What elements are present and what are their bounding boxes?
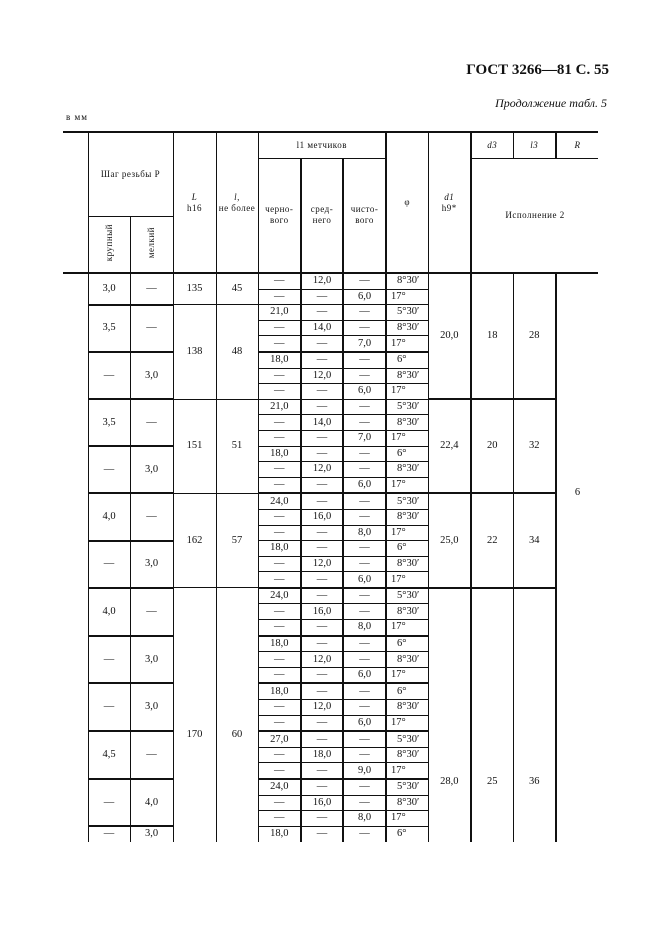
l1-middle: — bbox=[301, 525, 343, 541]
angle-phi: 5°30′ bbox=[386, 779, 428, 795]
l1-middle: — bbox=[301, 336, 343, 352]
pitch-fine: — bbox=[130, 273, 173, 305]
blank-margin bbox=[63, 273, 88, 842]
angle-phi: 8°30′ bbox=[386, 652, 428, 668]
table-body bbox=[63, 273, 598, 842]
l1-finish: 6,0 bbox=[343, 289, 386, 305]
table-row bbox=[63, 273, 598, 289]
pitch-fine: 3,0 bbox=[130, 352, 173, 399]
l1-finish: — bbox=[343, 399, 386, 415]
length-l: 57 bbox=[216, 493, 258, 588]
header-l: l, не более bbox=[216, 132, 258, 273]
pitch-coarse: 4,5 bbox=[88, 731, 130, 779]
l1-rough: — bbox=[258, 289, 301, 305]
table-row bbox=[63, 588, 598, 604]
l1-rough: — bbox=[258, 430, 301, 446]
l1-rough: — bbox=[258, 604, 301, 620]
l1-finish: — bbox=[343, 652, 386, 668]
header-phi: φ bbox=[386, 132, 428, 273]
angle-phi: 8°30′ bbox=[386, 795, 428, 811]
l1-rough: 27,0 bbox=[258, 731, 301, 747]
angle-phi: 17° bbox=[386, 289, 428, 305]
l1-finish: — bbox=[343, 305, 386, 321]
angle-phi: 8°30′ bbox=[386, 320, 428, 336]
l1-finish: — bbox=[343, 493, 386, 509]
angle-phi: 17° bbox=[386, 525, 428, 541]
header-fine: мелкий bbox=[130, 216, 173, 273]
pitch-coarse: 3,0 bbox=[88, 273, 130, 305]
angle-phi: 17° bbox=[386, 763, 428, 779]
pitch-coarse: — bbox=[88, 826, 130, 842]
l1-rough: — bbox=[258, 620, 301, 636]
l1-rough: — bbox=[258, 320, 301, 336]
l1-finish: 8,0 bbox=[343, 620, 386, 636]
l1-middle: 12,0 bbox=[301, 462, 343, 478]
l1-rough: 18,0 bbox=[258, 541, 301, 557]
header-l3: l3 bbox=[513, 132, 556, 158]
angle-phi: 17° bbox=[386, 572, 428, 588]
l1-middle: 16,0 bbox=[301, 604, 343, 620]
length-l: 48 bbox=[216, 305, 258, 400]
diameter-d3: 25 bbox=[471, 588, 513, 842]
l1-finish: — bbox=[343, 415, 386, 431]
l1-rough: — bbox=[258, 763, 301, 779]
l1-middle: — bbox=[301, 572, 343, 588]
angle-phi: 6° bbox=[386, 826, 428, 842]
l1-rough: 21,0 bbox=[258, 399, 301, 415]
l1-finish: 6,0 bbox=[343, 477, 386, 493]
length-l3: 36 bbox=[513, 588, 556, 842]
pitch-coarse: — bbox=[88, 446, 130, 493]
angle-phi: 8°30′ bbox=[386, 747, 428, 763]
length-L: 162 bbox=[173, 493, 216, 588]
l1-finish: 6,0 bbox=[343, 715, 386, 731]
angle-phi: 5°30′ bbox=[386, 588, 428, 604]
angle-phi: 17° bbox=[386, 477, 428, 493]
l1-rough: — bbox=[258, 415, 301, 431]
length-L: 170 bbox=[173, 588, 216, 842]
l1-finish: — bbox=[343, 747, 386, 763]
l1-finish: 7,0 bbox=[343, 430, 386, 446]
angle-phi: 6° bbox=[386, 683, 428, 699]
diameter-d1: 28,0 bbox=[428, 588, 471, 842]
l1-middle: — bbox=[301, 493, 343, 509]
l1-finish: — bbox=[343, 541, 386, 557]
header-rough: черно-вого bbox=[258, 158, 301, 273]
l1-finish: 8,0 bbox=[343, 811, 386, 827]
angle-phi: 6° bbox=[386, 636, 428, 652]
l1-middle: 12,0 bbox=[301, 368, 343, 384]
header-d1: d1 h9* bbox=[428, 132, 471, 273]
pitch-fine: 3,0 bbox=[130, 541, 173, 588]
l1-middle: — bbox=[301, 683, 343, 699]
l1-rough: — bbox=[258, 811, 301, 827]
l1-finish: — bbox=[343, 446, 386, 462]
l1-finish: 7,0 bbox=[343, 336, 386, 352]
l1-middle: — bbox=[301, 811, 343, 827]
l1-finish: — bbox=[343, 826, 386, 842]
l1-rough: 24,0 bbox=[258, 588, 301, 604]
l1-middle: — bbox=[301, 289, 343, 305]
angle-phi: 6° bbox=[386, 541, 428, 557]
length-l: 60 bbox=[216, 588, 258, 842]
angle-phi: 5°30′ bbox=[386, 493, 428, 509]
l1-rough: — bbox=[258, 368, 301, 384]
l1-rough: 18,0 bbox=[258, 352, 301, 368]
l1-rough: — bbox=[258, 384, 301, 400]
l1-finish: — bbox=[343, 368, 386, 384]
header-L: L h16 bbox=[173, 132, 216, 273]
angle-phi: 6° bbox=[386, 446, 428, 462]
angle-phi: 6° bbox=[386, 352, 428, 368]
l1-middle: — bbox=[301, 384, 343, 400]
pitch-coarse: — bbox=[88, 541, 130, 588]
angle-phi: 17° bbox=[386, 430, 428, 446]
pitch-coarse: — bbox=[88, 636, 130, 684]
header-middle: сред-него bbox=[301, 158, 343, 273]
l1-middle: 16,0 bbox=[301, 509, 343, 525]
angle-phi: 17° bbox=[386, 384, 428, 400]
angle-phi: 8°30′ bbox=[386, 462, 428, 478]
page-title: ГОСТ 3266—81 С. 55 bbox=[466, 62, 609, 78]
l1-rough: 18,0 bbox=[258, 683, 301, 699]
angle-phi: 17° bbox=[386, 811, 428, 827]
angle-phi: 8°30′ bbox=[386, 604, 428, 620]
angle-phi: 8°30′ bbox=[386, 509, 428, 525]
l1-middle: — bbox=[301, 715, 343, 731]
l1-finish: — bbox=[343, 683, 386, 699]
l1-finish: — bbox=[343, 731, 386, 747]
l1-middle: — bbox=[301, 305, 343, 321]
angle-phi: 8°30′ bbox=[386, 368, 428, 384]
pitch-coarse: — bbox=[88, 779, 130, 826]
angle-phi: 17° bbox=[386, 336, 428, 352]
l1-rough: — bbox=[258, 336, 301, 352]
angle-phi: 5°30′ bbox=[386, 731, 428, 747]
l1-rough: — bbox=[258, 462, 301, 478]
pitch-fine: — bbox=[130, 305, 173, 352]
l1-middle: — bbox=[301, 826, 343, 842]
table-continuation-label: Продолжение табл. 5 bbox=[495, 96, 607, 110]
header-pitch: Шаг резьбы P bbox=[88, 132, 173, 216]
pitch-fine: 3,0 bbox=[130, 826, 173, 842]
l1-middle: — bbox=[301, 352, 343, 368]
angle-phi: 8°30′ bbox=[386, 273, 428, 289]
angle-phi: 8°30′ bbox=[386, 700, 428, 716]
length-l3: 34 bbox=[513, 493, 556, 588]
l1-rough: — bbox=[258, 273, 301, 289]
diameter-d1: 20,0 bbox=[428, 273, 471, 399]
l1-rough: — bbox=[258, 795, 301, 811]
thread-tap-table bbox=[63, 131, 598, 842]
l1-rough: 21,0 bbox=[258, 305, 301, 321]
length-L: 138 bbox=[173, 305, 216, 400]
diameter-d3: 22 bbox=[471, 493, 513, 588]
diameter-d3: 18 bbox=[471, 273, 513, 399]
l1-middle: — bbox=[301, 430, 343, 446]
pitch-coarse: 4,0 bbox=[88, 493, 130, 540]
diameter-d1: 25,0 bbox=[428, 493, 471, 588]
l1-finish: — bbox=[343, 795, 386, 811]
l1-middle: — bbox=[301, 588, 343, 604]
l1-middle: 16,0 bbox=[301, 795, 343, 811]
l1-rough: — bbox=[258, 525, 301, 541]
length-l3: 28 bbox=[513, 273, 556, 399]
angle-phi: 8°30′ bbox=[386, 556, 428, 572]
l1-finish: — bbox=[343, 273, 386, 289]
pitch-fine: 3,0 bbox=[130, 636, 173, 684]
l1-middle: — bbox=[301, 446, 343, 462]
l1-middle: 12,0 bbox=[301, 556, 343, 572]
l1-finish: 6,0 bbox=[343, 667, 386, 683]
l1-middle: 12,0 bbox=[301, 700, 343, 716]
l1-rough: — bbox=[258, 652, 301, 668]
l1-finish: — bbox=[343, 320, 386, 336]
l1-rough: — bbox=[258, 667, 301, 683]
l1-middle: — bbox=[301, 541, 343, 557]
l1-middle: — bbox=[301, 477, 343, 493]
table-row bbox=[63, 399, 598, 415]
l1-rough: — bbox=[258, 572, 301, 588]
l1-finish: — bbox=[343, 604, 386, 620]
units-label: в мм bbox=[66, 112, 88, 122]
radius-R: 6 bbox=[556, 273, 598, 842]
diameter-d1: 22,4 bbox=[428, 399, 471, 493]
blank-corner bbox=[63, 132, 88, 273]
length-l: 51 bbox=[216, 399, 258, 493]
l1-rough: — bbox=[258, 509, 301, 525]
l1-rough: — bbox=[258, 747, 301, 763]
l1-middle: 14,0 bbox=[301, 320, 343, 336]
l1-middle: 12,0 bbox=[301, 273, 343, 289]
l1-middle: 14,0 bbox=[301, 415, 343, 431]
l1-rough: 18,0 bbox=[258, 636, 301, 652]
l1-rough: 18,0 bbox=[258, 826, 301, 842]
pitch-fine: 3,0 bbox=[130, 683, 173, 731]
pitch-coarse: — bbox=[88, 352, 130, 399]
l1-finish: — bbox=[343, 509, 386, 525]
l1-rough: — bbox=[258, 715, 301, 731]
l1-rough: — bbox=[258, 700, 301, 716]
header-execution: Исполнение 2 bbox=[471, 158, 598, 273]
l1-middle: — bbox=[301, 667, 343, 683]
l1-rough: — bbox=[258, 477, 301, 493]
diameter-d3: 20 bbox=[471, 399, 513, 493]
pitch-fine: — bbox=[130, 493, 173, 540]
l1-finish: — bbox=[343, 352, 386, 368]
angle-phi: 8°30′ bbox=[386, 415, 428, 431]
l1-middle: — bbox=[301, 731, 343, 747]
l1-finish: — bbox=[343, 556, 386, 572]
l1-finish: — bbox=[343, 700, 386, 716]
l1-finish: 9,0 bbox=[343, 763, 386, 779]
l1-finish: 8,0 bbox=[343, 525, 386, 541]
header-d3: d3 bbox=[471, 132, 513, 158]
l1-finish: — bbox=[343, 462, 386, 478]
header-l1-group: l1 метчиков bbox=[258, 132, 386, 158]
pitch-fine: 4,0 bbox=[130, 779, 173, 826]
angle-phi: 17° bbox=[386, 715, 428, 731]
l1-middle: — bbox=[301, 399, 343, 415]
l1-rough: 24,0 bbox=[258, 779, 301, 795]
pitch-fine: — bbox=[130, 588, 173, 636]
header-R: R bbox=[556, 132, 598, 158]
table-row bbox=[63, 493, 598, 509]
angle-phi: 5°30′ bbox=[386, 399, 428, 415]
l1-middle: — bbox=[301, 620, 343, 636]
l1-middle: — bbox=[301, 763, 343, 779]
l1-finish: — bbox=[343, 779, 386, 795]
pitch-fine: 3,0 bbox=[130, 446, 173, 493]
header-finish: чисто-вого bbox=[343, 158, 386, 273]
l1-finish: 6,0 bbox=[343, 572, 386, 588]
pitch-coarse: 3,5 bbox=[88, 305, 130, 352]
angle-phi: 17° bbox=[386, 620, 428, 636]
angle-phi: 5°30′ bbox=[386, 305, 428, 321]
l1-finish: — bbox=[343, 636, 386, 652]
l1-rough: 18,0 bbox=[258, 446, 301, 462]
angle-phi: 17° bbox=[386, 667, 428, 683]
pitch-coarse: — bbox=[88, 683, 130, 731]
length-l: 45 bbox=[216, 273, 258, 305]
l1-middle: 12,0 bbox=[301, 652, 343, 668]
pitch-coarse: 3,5 bbox=[88, 399, 130, 446]
pitch-fine: — bbox=[130, 731, 173, 779]
l1-rough: 24,0 bbox=[258, 493, 301, 509]
header-coarse: крупный bbox=[88, 216, 130, 273]
l1-middle: — bbox=[301, 636, 343, 652]
pitch-fine: — bbox=[130, 399, 173, 446]
length-L: 135 bbox=[173, 273, 216, 305]
l1-middle: 18,0 bbox=[301, 747, 343, 763]
l1-middle: — bbox=[301, 779, 343, 795]
l1-rough: — bbox=[258, 556, 301, 572]
length-L: 151 bbox=[173, 399, 216, 493]
l1-finish: — bbox=[343, 588, 386, 604]
l1-finish: 6,0 bbox=[343, 384, 386, 400]
pitch-coarse: 4,0 bbox=[88, 588, 130, 636]
length-l3: 32 bbox=[513, 399, 556, 493]
